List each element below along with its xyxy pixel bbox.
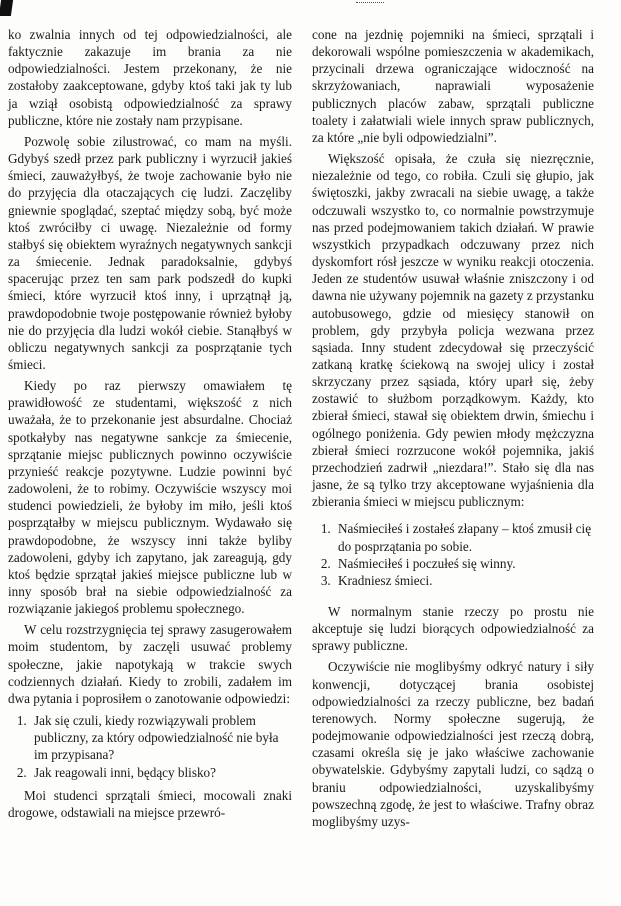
right-paragraph-4: Oczywiście nie moglibyśmy odkryć natury i siły konwencji, dotyczącej brania osobistej odpowiedzialności za rzeczy publiczne, bez badań terenowych. Normy społeczne sugerują, że podejmowanie odpowiedzialności jest rzeczą dobrą, czasami określa się je jako właściwe zachowanie obywatelskie. Gdybyśmy zapytali ludzi, co sądzą o braniu odpowiedzialności, uzyskalibyśmy powszechną zgodę, że jest to właściwe. Trafny obraz moglibyśmy uzys- [312,659,594,829]
left-paragraph-1: ko zwalnia innych od tej odpowiedzialności, ale faktycznie zakazuje im brania za nie odpowiedzialności. Jestem przekonany, że nie zostałoby zaakceptowane, gdyby ktoś taki jak ty lub ja wziął osobistą odpowiedzialność za sprawy publiczne, które nie zostały nam przypisane. [8,27,292,128]
scan-corner-mark [0,0,13,16]
right-paragraph-1: cone na jezdnię pojemniki na śmieci, sprzątali i dekorowali wspólne pomieszczenia w akademikach, przycinali drzewa ograniczające widoczność na skrzyżowaniach, naprawiali wyposażenie publicznych placów zabaw, sprzątali publiczne toalety i załatwiali wiele innych spraw publicznych, za które „nie byli odpowiedzialni”. [312,27,594,145]
list-item: 1. Naśmieciłeś i zostałeś złapany – ktoś zmusił cię do posprzątania po sobie. [334,520,594,554]
right-paragraph-2: Większość opisała, że czuła się niezręcznie, niezależnie od tego, co robiła. Czuli się głupio, jak świętoszki, jakby zwracali na siebie uwagę, a także odczuwali wszystko to, co normalnie powstrzymuje nas przed podejmowaniem takich działań. W prawie wszystkich przypadkach odczuwany przez nich dyskomfort rósł jeszcze w wyniku reakcji otoczenia. Jeden ze studentów usuwał właśnie zniszczony i od dawna nie używany pojemnik na gazety z przystanku autobusowego, gdzie od miesięcy stanowił on problem, gdy przybyła policja wezwana przez sąsiada. Inny student zdecydował się przeczyścić zatkaną kratkę ściekową na swojej ulicy i został skrzyczany przez sąsiada, który uparł się, żeby zostawić to służbom porządkowym. Każdy, kto zbierał śmieci, stawał się obiektem drwin, śmiechu i ogólnego poniżenia. Gdy pewien młody mężczyzna zbierał śmieci rozrzucone wokół pojemnika, jakiś przechodzień zadrwił „niezdara!”. Stało się dla nas jasne, że są tylko trzy akceptowane wyjaśnienia dla zbierania śmieci w miejscu publicznym: [312,151,594,510]
explanations-list [312,520,594,589]
left-paragraph-4: W celu rozstrzygnięcia tej sprawy zasugerowałem moim studentom, by zaczęli usuwać problemy społeczne, jakie napotykają w trakcie swych codziennych działań. Kiedy to zrobili, zadałem im dwa pytania i poprosiłem o zanotowanie odpowiedzi: [8,622,292,706]
left-paragraph-2: Pozwolę sobie zilustrować, co mam na myśli. Gdybyś szedł przez park publiczny i wyrzucił jakieś śmieci, zauważyłbyś, że twoje zachowanie było nie do przyjęcia dla otaczających cię ludzi. Zaczęliby gniewnie spoglądać, szeptać między sobą, być może ktoś zwróciłby ci uwagę. Niezależnie od formy stałbyś się obiektem wyraźnych negatywnych sankcji za śmiecenie. Jednak paradoksalnie, gdybyś spacerując przez ten sam park podszedł do kupki śmieci, które wyrzucił ktoś inny, i uprzątnął ją, prawdopodobnie twoje postępowanie również byłoby nie do przyjęcia dla ludzi wokół ciebie. Stanąłbyś w obliczu negatywnych sankcji za posprzątanie tych śmieci. [8,133,292,372]
list-item: 1. Jak się czuli, kiedy rozwiązywali problem publiczny, za który odpowiedzialność nie była im przypisana? [30,712,292,763]
questions-list [8,712,292,781]
list-item: 2. Jak reagowali inni, będący blisko? [30,764,292,781]
top-margin-mark [356,2,384,6]
left-paragraph-3: Kiedy po raz pierwszy omawiałem tę prawidłowość ze studentami, większość z nich uważała, że to przekonanie jest absurdalne. Chociaż spotkałyby nas negatywne sankcje za śmiecenie, sprzątanie miejsc publicznych powinno oczywiście przynieść reakcje pozytywne. Ludzie powinni być zadowoleni, że to robimy. Oczywiście wszyscy moi studenci powiedzieli, że byłoby im miło, jeśli ktoś posprzątałby w miejscu publicznym. Wydawało się prawdopodobne, że wszyscy inni także byliby zadowoleni, gdyby ich zapytano, jak zareagują, gdy ktoś będzie sprzątał jakieś miejsce publiczne lub w inny sposób brał na siebie odpowiedzialność za rozwiązanie jakiegoś problemu społecznego. [8,378,292,617]
right-column [312,26,594,830]
right-paragraph-3: W normalnym stanie rzeczy po prostu nie akceptuje się ludzi biorących odpowiedzialność za sprawy publiczne. [312,604,594,654]
left-column [8,26,292,821]
list-item: 3. Kradniesz śmieci. [334,572,594,589]
left-paragraph-5: Moi studenci sprzątali śmieci, mocowali znaki drogowe, odstawiali na miejsce przewró- [8,787,292,820]
list-item: 2. Naśmieciłeś i poczułeś się winny. [334,555,594,572]
